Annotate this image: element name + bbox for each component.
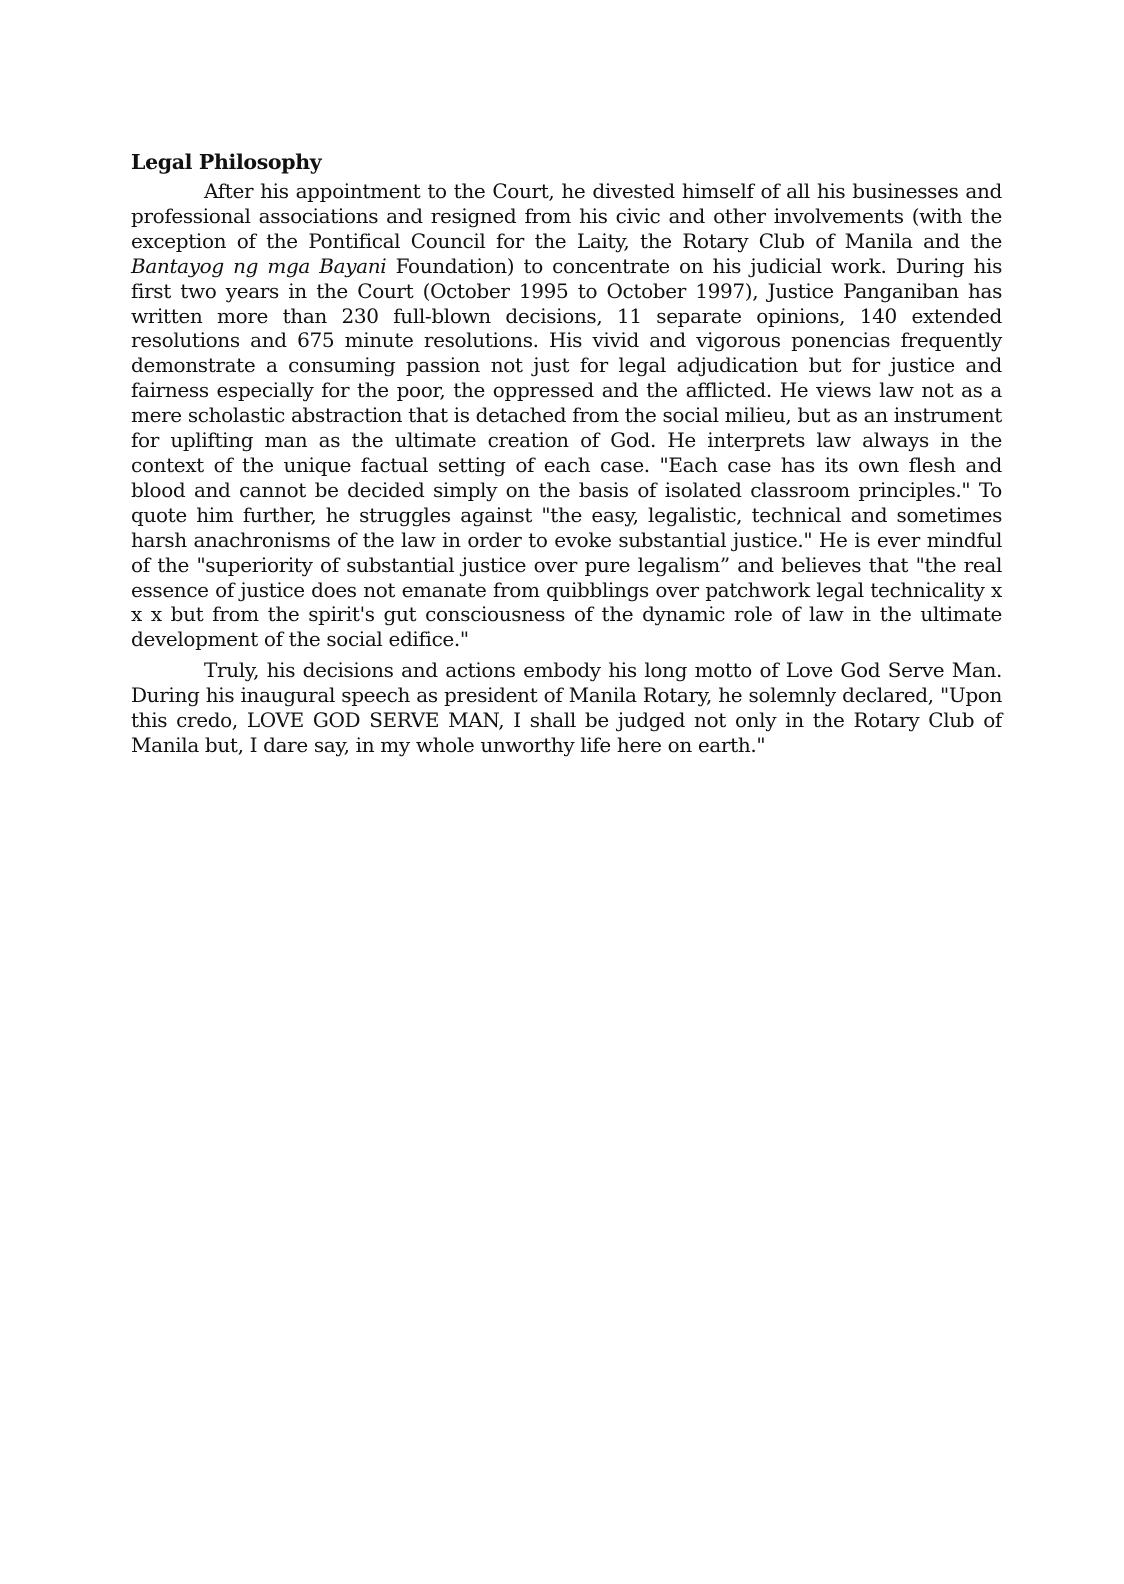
paragraph-1-text-end: Foundation) to concentrate on his judicial work. During his first two years in the Court (October 1995 to October 1997), Justice Panganiban has written more than 230 full-blown decisions, 11 separate opinions, 140 extended resolutions and 675 minute resolutions. His vivid and vigorous ponencias frequently demonstrate a consuming passion not just for legal adjudication but for justice and fairness especially for the poor, the oppressed and the afflicted. He views law not as a mere scholastic abstraction that is detached from the social milieu, but as an instrument for uplifting man as the ultimate creation of God. He interprets law always in the context of the unique factual setting of each case. "Each case has its own flesh and blood and cannot be decided simply on the basis of isolated classroom principles." To quote him further, he struggles against "the easy, legalistic, technical and sometimes harsh anachronisms of the law in order to evoke substantial justice." He is ever mindful of the "superiority of substantial justice over pure legalism” and believes that "the real essence of justice does not emanate from quibblings over patchwork legal technicality x x x but from the spirit's gut consciousness of the dynamic role of law in the ultimate development of the social edifice." bbox=[131, 253, 1002, 652]
paragraph-1-text-start: After his appointment to the Court, he divested himself of all his businesses and professional associations and resigned from his civic and other involvements (with the exception of the Pontifical Council for the Laity, the Rotary Club of Manila and the bbox=[131, 179, 1002, 253]
document-page bbox=[131, 148, 1002, 758]
foundation-name-italic: Bantayog ng mga Bayani bbox=[131, 253, 387, 278]
section-heading: Legal Philosophy bbox=[131, 150, 322, 174]
body-paragraph-1 bbox=[131, 179, 1002, 652]
body-paragraph-2: Truly, his decisions and actions embody his long motto of Love God Serve Man. During his inaugural speech as president of Manila Rotary, he solemnly declared, "Upon this credo, LOVE GOD SERVE MAN, I shall be judged not only in the Rotary Club of Manila but, I dare say, in my whole unworthy life here on earth." bbox=[131, 658, 1002, 757]
